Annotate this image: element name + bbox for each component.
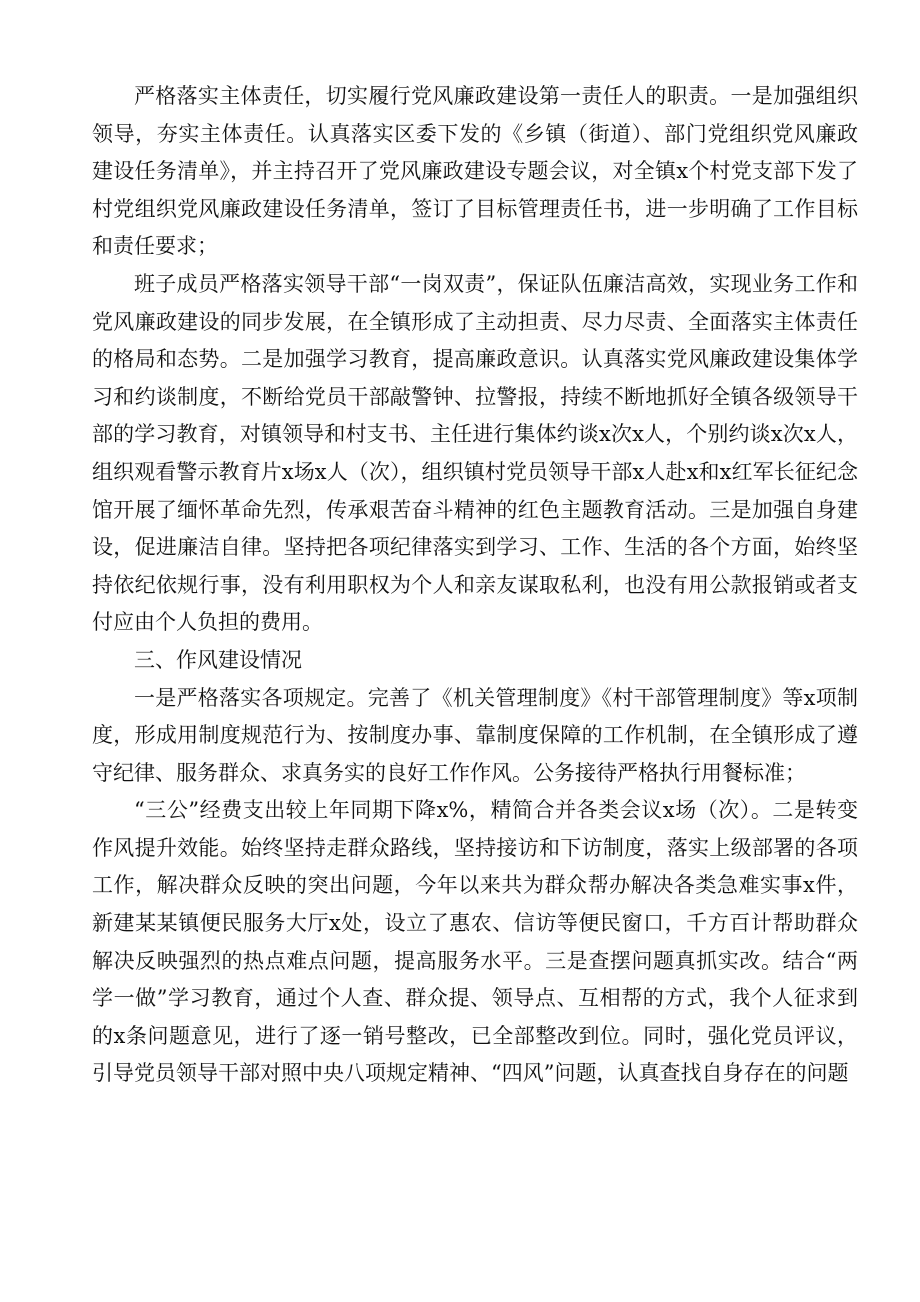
paragraph-regulations: 一是严格落实各项规定。完善了《机关管理制度》《村干部管理制度》等x项制度，形成用制度规范行为、按制度办事、靠制度保障的工作机制，在全镇形成了遵守纪律、服务群众、求真务实的良好工作作风。公务接待严格执行用餐标准； [92,685,858,785]
document-body [92,78,858,1093]
paragraph-main-responsibility: 严格落实主体责任，切实履行党风廉政建设第一责任人的职责。一是加强组织领导，夯实主体责任。认真落实区委下发的《乡镇（街道）、部门党组织党风廉政建设任务清单》，并主持召开了党风廉政建设专题会议，对全镇x个村党支部下发了村党组织党风廉政建设任务清单，签订了目标管理责任书，进一步明确了工作目标和责任要求； [92,84,858,259]
paragraph-team-members: 班子成员严格落实领导干部“一岗双责”，保证队伍廉洁高效，实现业务工作和党风廉政建设的同步发展，在全镇形成了主动担责、尽力尽责、全面落实主体责任的格局和态势。二是加强学习教育，提高廉政意识。认真落实党风廉政建设集体学习和约谈制度，不断给党员干部敲警钟、拉警报，持续不断地抓好全镇各级领导干部的学习教育，对镇领导和村支书、主任进行集体约谈x次x人，个别约谈x次x人，组织观看警示教育片x场x人（次），组织镇村党员领导干部x人赴x和x红军长征纪念馆开展了缅怀革命先烈，传承艰苦奋斗精神的红色主题教育活动。三是加强自身建设，促进廉洁自律。坚持把各项纪律落实到学习、工作、生活的各个方面，始终坚持依纪依规行事，没有利用职权为个人和亲友谋取私利，也没有用公款报销或者支付应由个人负担的费用。 [92,271,858,635]
paragraph-work-style: “三公”经费支出较上年同期下降x%，精简合并各类会议x场（次）。二是转变作风提升效能。始终坚持走群众路线，坚持接访和下访制度，落实上级部署的各项工作，解决群众反映的突出问题，今年以来共为群众帮办解决各类急难实事x件，新建某某镇便民服务大厅x处，设立了惠农、信访等便民窗口，千方百计帮助群众解决反映强烈的热点难点问题，提高服务水平。三是查摆问题真抓实改。结合“两学一做”学习教育，通过个人查、群众提、领导点、互相帮的方式，我个人征求到的x条问题意见，进行了逐一销号整改，已全部整改到位。同时，强化党员评议，引导党员领导干部对照中央八项规定精神、“四风”问题，认真查找自身存在的问题 [92,798,858,1086]
section-heading: 三、作风建设情况 [134,647,302,672]
